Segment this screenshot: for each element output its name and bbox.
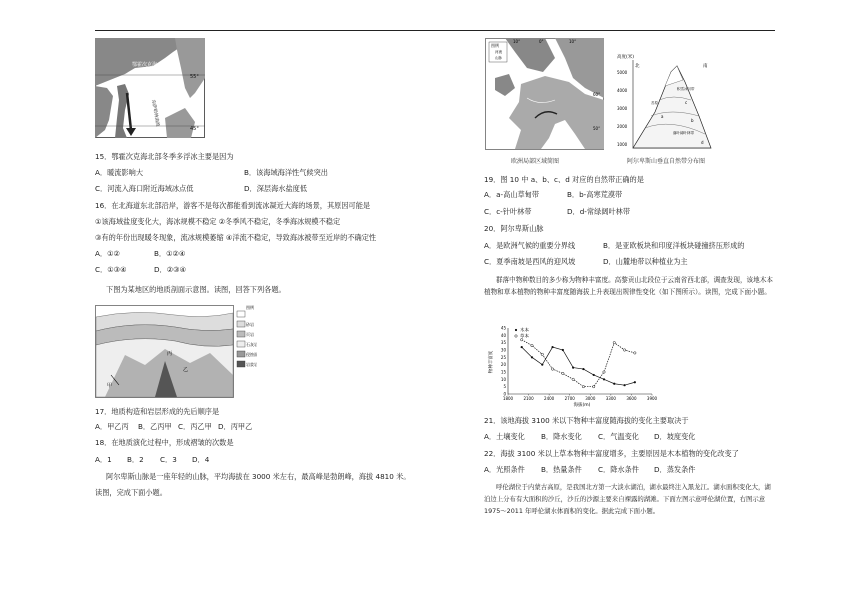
q15-option-d[interactable]: D．深层海水盐度低 <box>244 184 308 193</box>
q15-option-c[interactable]: C．河流入海口附近海域冰点低 <box>95 184 194 193</box>
herb-point <box>541 353 543 355</box>
europe-legend-river: 河流 <box>495 50 502 54</box>
herb-point <box>572 378 574 380</box>
chart-x-tick: 2100 <box>523 396 534 401</box>
zone-label-c: c <box>685 100 688 105</box>
q16-option-a[interactable]: A．①② <box>95 249 120 258</box>
herb-point <box>582 385 584 387</box>
zone-label-snow: 积雪冰川带 <box>677 87 695 91</box>
q16-option-b[interactable]: B．①②④ <box>154 249 186 258</box>
europe-map-caption: 欧洲局部区域简图 <box>511 158 560 165</box>
woody-point <box>541 364 543 366</box>
woody-point <box>551 346 553 348</box>
q19-option-d[interactable]: D．d-常绿阔叶林带 <box>567 207 631 216</box>
q22-stem: 22．海拔 3100 米以上草本物种丰富度增多，主要原因是木本植物的变化改变了 <box>484 449 739 458</box>
chart-y-tick: 25 <box>500 354 506 360</box>
woody-point <box>572 367 574 369</box>
europe-lat50: 50° <box>593 126 601 131</box>
q15-option-b[interactable]: B．该海域海洋性气候突出 <box>244 168 328 177</box>
chart-y-tick: 0 <box>503 391 506 397</box>
q16-stem: 16．在北海道东北部沿岸，游客不是每次都能看到流冰凝近大海的场景，其原因可能是 <box>95 201 371 210</box>
zone-label-b: b <box>691 118 694 123</box>
q20-option-a[interactable]: A．是欧洲气候的重要分界线 <box>484 241 576 250</box>
europe-legend-title: 图例 <box>491 43 499 48</box>
alps-zone-svg <box>615 52 715 156</box>
page-top-rule <box>95 30 775 31</box>
q21-option-d[interactable]: D．坡度变化 <box>654 432 696 441</box>
species-chart <box>486 322 658 408</box>
chart-y-tick: 15 <box>500 369 506 375</box>
zone-north: 北 <box>635 64 640 69</box>
herb-point <box>634 352 636 354</box>
herb-point <box>562 372 564 374</box>
lake-intro: 呼伦湖位于内蒙古高原，是我国北方第一大淡水湖泊，湖水最终注入黑龙江。湖水面积变化大，湖泊边上分布有大面积的沙丘，沙丘的沙源主要来自裸露的湖滩。下面左图示意呼伦湖位置，右图示意 1975～2011 年呼伦湖水体面积的变化。据此完成下面小题。 <box>484 483 771 515</box>
woody-point <box>603 378 605 380</box>
q22-option-d[interactable]: D．蒸发条件 <box>654 465 696 474</box>
europe-legend-mountain: 山脉 <box>495 56 502 60</box>
q16-statement-2: ③有的年份出现暖冬现象，流冰规模萎缩 ④洋流不稳定，导致海冰被带至近岸的不确定性 <box>95 233 377 242</box>
zone-ytick-3000: 3000 <box>617 106 628 111</box>
q18-option-a[interactable]: A．1 <box>95 455 112 464</box>
q19-option-a[interactable]: A．a-高山草甸带 <box>484 190 540 199</box>
q15-option-a[interactable]: A．暖流影响大 <box>95 168 144 177</box>
current-label: 东萨哈林海流 <box>150 99 160 127</box>
q20-stem: 20．阿尔卑斯山脉 <box>484 224 544 233</box>
europe-map-svg <box>485 38 605 150</box>
zone-ytick-4000: 4000 <box>617 88 628 93</box>
chart-y-tick: 10 <box>500 376 506 382</box>
legend-shale: 页岩 <box>246 332 254 337</box>
q17-option-b[interactable]: B．乙丙甲 <box>138 422 172 431</box>
zone-ylabel: 高度(米) <box>617 55 635 60</box>
woody-point <box>623 384 625 386</box>
svg-text:丙: 丙 <box>167 351 173 357</box>
zone-south: 南 <box>703 64 708 69</box>
zone-label-broadleaf: 落叶阔叶林带 <box>673 131 694 135</box>
zone-ytick-5000: 5000 <box>617 70 628 75</box>
okhotsk-map <box>95 38 205 138</box>
legend-marker-herb <box>515 335 517 337</box>
alps-zone-figure <box>615 52 715 156</box>
q22-option-a[interactable]: A．光照条件 <box>484 465 525 474</box>
geology-section <box>95 305 257 398</box>
woody-point <box>531 356 533 358</box>
chart-y-tick: 45 <box>500 325 506 331</box>
okhotsk-map-svg <box>95 38 205 138</box>
q19-option-b[interactable]: B．b-高寒荒漠带 <box>567 190 623 199</box>
chart-ylabel: 物种丰富度 <box>489 350 494 374</box>
q19-option-c[interactable]: C．c-针叶林带 <box>484 207 532 216</box>
herb-point <box>593 385 595 387</box>
europe-lat60: 60° <box>593 92 601 97</box>
chart-x-tick: 3900 <box>646 396 658 401</box>
q16-option-d[interactable]: D．②③④ <box>154 265 187 274</box>
series-line-woody <box>522 347 635 385</box>
woody-point <box>634 381 636 383</box>
q16-statement-1: ①该海域盐度变化大，海冰规模不稳定 ②冬季风不稳定，冬季海冰规模不稳定 <box>95 217 341 226</box>
zone-label-tundra: 苔原 <box>651 101 658 105</box>
legend-title: 图例 <box>246 305 254 310</box>
species-chart-svg <box>486 322 658 408</box>
chart-x-tick: 2400 <box>544 396 555 401</box>
zone-label-a: a <box>661 114 664 119</box>
q19-stem: 19．图 10 中 a、b、c、d 对应的自然带正确的是 <box>484 175 644 184</box>
alps-intro-line1: 阿尔卑斯山脉是一座年轻的山脉，平均海拔在 3000 米左右，最高峰是勃朗峰，海拔 4810 米。 <box>106 472 411 481</box>
chart-x-tick: 3600 <box>626 396 637 401</box>
q16-option-c[interactable]: C．①③④ <box>95 265 127 274</box>
europe-map <box>485 38 605 160</box>
q21-stem: 21．该地海拔 3100 米以下物种丰富度随海拔的变化主要取决于 <box>484 416 689 425</box>
q22-option-b[interactable]: B．热量条件 <box>541 465 582 474</box>
geology-section-svg <box>95 305 257 398</box>
chart-y-tick: 5 <box>503 384 506 390</box>
herb-point <box>551 368 553 370</box>
europe-lon10w: 10° <box>513 39 521 44</box>
herb-point <box>603 371 605 373</box>
q17-option-d[interactable]: D．丙甲乙 <box>218 422 253 431</box>
q17-option-a[interactable]: A．甲乙丙 <box>95 422 129 431</box>
europe-lon0: 0° <box>539 39 544 44</box>
svg-text:乙: 乙 <box>183 367 189 373</box>
chart-x-tick: 3000 <box>585 396 596 401</box>
legend-magmatic: 岩浆岩 <box>246 362 257 367</box>
europe-lon10e: 10° <box>569 39 577 44</box>
q20-option-c[interactable]: C．夏季南坡是西风的迎风坡 <box>484 257 576 266</box>
woody-point <box>521 346 523 348</box>
q15-stem: 15．鄂霍次克海北部冬季多浮冰主要是因为 <box>95 152 234 161</box>
herb-point <box>623 349 625 351</box>
q17-stem: 17．地质构造和岩层形成的先后顺序是 <box>95 407 220 416</box>
q17-option-c[interactable]: C．丙乙甲 <box>178 422 212 431</box>
chart-x-tick: 1800 <box>502 396 514 401</box>
woody-point <box>582 368 584 370</box>
q20-option-d[interactable]: D．山麓地带以种植业为主 <box>603 257 688 266</box>
q18-option-d[interactable]: D．4 <box>192 455 210 464</box>
herb-point <box>613 341 615 343</box>
legend-erosion: 侵蚀面 <box>246 352 257 357</box>
series-line-herb <box>522 340 635 387</box>
zone-ytick-2000: 2000 <box>617 124 628 129</box>
q18-option-b[interactable]: B．2 <box>127 455 144 464</box>
q20-option-b[interactable]: B．是亚欧板块和印度洋板块碰撞挤压形成的 <box>603 241 745 250</box>
q18-stem: 18．在地质演化过程中，形成褶皱的次数是 <box>95 438 234 447</box>
legend-sandstone: 砂岩 <box>246 322 254 327</box>
zone-ytick-1000: 1000 <box>617 142 628 147</box>
q21-option-c[interactable]: C．气温变化 <box>598 432 639 441</box>
svg-text:甲: 甲 <box>107 383 113 389</box>
q22-option-c[interactable]: C．降水条件 <box>598 465 639 474</box>
zone-label-d: d <box>701 140 704 145</box>
legend-limestone: 石灰岩 <box>246 342 257 347</box>
lat55-label: 55° <box>190 74 199 80</box>
sea-label: 鄂霍次克海 <box>132 62 158 68</box>
alps-intro-line2: 读图，完成下面小题。 <box>95 488 167 497</box>
legend-marker-woody <box>515 329 517 331</box>
chart-x-tick: 3300 <box>605 396 616 401</box>
chart-x-tick: 2700 <box>564 396 575 401</box>
chart-y-tick: 40 <box>500 332 506 338</box>
species-intro: 群落中物种数目的多少称为物种丰富度。高黎贡山北段位于云南省西北部，调查发现，该地木本植物和草本植物的物种丰富度随海拔上升表现出规律性变化（如下图所示）。读图，完成下面小题。 <box>484 276 773 296</box>
zone-figure-caption: 阿尔卑斯山垂直自然带分布图 <box>627 158 706 165</box>
woody-point <box>593 374 595 376</box>
legend-label-herb: 草本 <box>520 334 529 340</box>
legend-label-woody: 木本 <box>520 328 529 334</box>
chart-y-tick: 20 <box>500 362 506 368</box>
woody-point <box>562 349 564 351</box>
lat45-label: 45° <box>190 126 199 132</box>
geo-section-intro: 下图为某地区的地质剖面示意图。读图，回答下列各题。 <box>106 285 286 294</box>
woody-point <box>613 383 615 385</box>
chart-xlabel: 海拔(m) <box>573 403 591 408</box>
q21-option-a[interactable]: A．土壤变化 <box>484 432 525 441</box>
q18-option-c[interactable]: C．3 <box>160 455 177 464</box>
chart-y-tick: 30 <box>500 347 506 353</box>
chart-y-tick: 35 <box>500 340 506 346</box>
herb-point <box>531 344 533 346</box>
q21-option-b[interactable]: B．降水变化 <box>541 432 582 441</box>
